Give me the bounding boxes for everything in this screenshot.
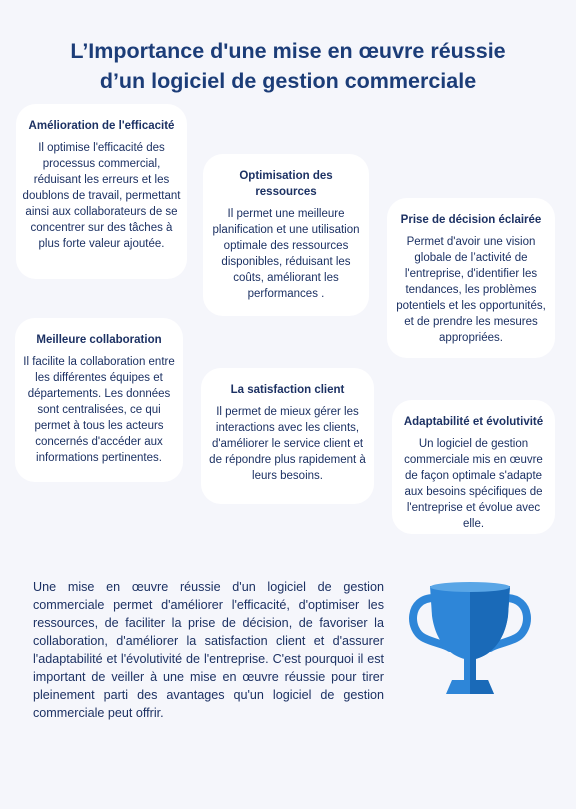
card-adaptabilite bbox=[392, 400, 555, 534]
trophy-icon bbox=[404, 576, 536, 706]
page-title bbox=[30, 36, 546, 96]
card-ressources bbox=[203, 154, 369, 316]
card-collaboration bbox=[15, 318, 183, 482]
card-heading: La satisfaction client bbox=[230, 384, 345, 396]
card-heading: Meilleure collaboration bbox=[36, 334, 162, 346]
summary-paragraph: Une mise en œuvre réussie d'un logiciel de gestion commerciale permet d'améliorer l'efficacité, d'optimiser les ressources, de faciliter la prise de décision, de favoriser la collaboration, d'améliorer la satisfaction client et d'assurer l'adaptabilité et l'évolutivité de l'entreprise. C'est pourquoi il est important de veiller à une mise en œuvre réussie pour tirer pleinement parti des avantages qu'un logiciel de gestion commerciale peut offrir. bbox=[33, 580, 384, 720]
card-text: Il facilite la collaboration entre les différentes équipes et départements. Les données sont centralisées, ce qui permet à tous les acteurs concernés d'accéder aux informations pertinentes. bbox=[23, 356, 175, 464]
card-heading: Optimisation des ressources bbox=[239, 170, 333, 198]
card-text: Un logiciel de gestion commerciale mis en œuvre de façon optimale s'adapte aux besoins spécifiques de l'entreprise et évolue avec elle. bbox=[404, 438, 543, 530]
card-heading: Prise de décision éclairée bbox=[400, 214, 542, 226]
card-heading: Amélioration de l'efficacité bbox=[28, 120, 175, 132]
card-text: Il optimise l'efficacité des processus commercial, réduisant les erreurs et les doublons de travail, permettant ainsi aux collaborateurs de se concentrer sur des tâches à plus forte valeur ajoutée. bbox=[22, 142, 181, 250]
card-efficacite bbox=[16, 104, 187, 279]
title-line-2: d’un logiciel de gestion commerciale bbox=[99, 69, 477, 94]
card-text: Il permet une meilleure planification et une utilisation optimale des ressources disponibles, réduisant les coûts, améliorant les performances . bbox=[212, 208, 360, 300]
title-line-1: L’Importance d'une mise en œuvre réussie bbox=[70, 39, 506, 64]
card-text: Il permet de mieux gérer les interactions avec les clients, d'améliorer le service client et de répondre plus rapidement à leurs besoins. bbox=[209, 406, 366, 482]
card-satisfaction bbox=[201, 368, 374, 504]
card-heading: Adaptabilité et évolutivité bbox=[403, 416, 544, 428]
card-text: Permet d'avoir une vision globale de l’activité de l'entreprise, d'identifier les tendances, les problèmes potentiels et les opportunités, et de prendre les mesures appropriées. bbox=[396, 236, 546, 344]
card-decision bbox=[387, 198, 555, 358]
